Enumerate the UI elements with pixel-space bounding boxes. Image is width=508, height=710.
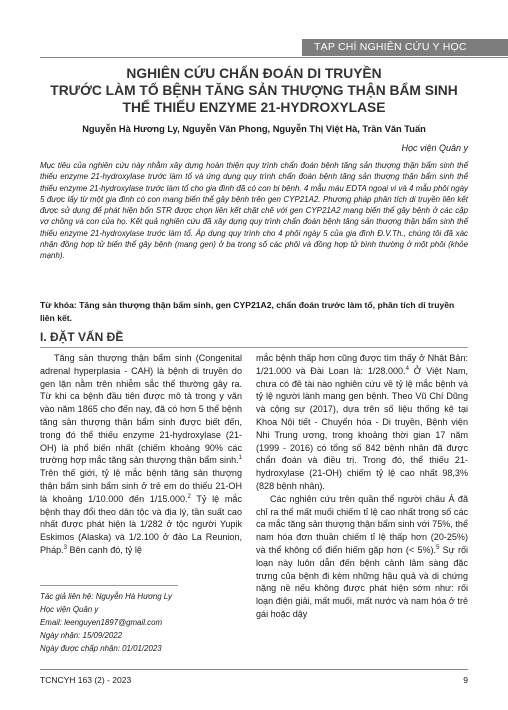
paragraph: Tăng sản thượng thận bẩm sinh (Congenital adrenal hyperplasia - CAH) là bệnh di truyền do gen lặn nằm trên nhiễm sắc thể thường gây ra. Từ khi ca bệnh đầu tiên được mô tả trong y văn vào năm 1865 cho đến nay, đã có hơn 5 thể bệnh tăng sản thượng thận bẩm sinh được biết đến, trong đó thể thiếu enzyme 21-hydroxylase (21-OH) là phổ biến nhất (chiếm khoảng 90% các trường hợp mắc tăng sản thượng thận bẩm sinh.$^1$ Trên thế giới, tỷ lệ mắc bệnh tăng sản thượng thận bẩm sinh bẩm sinh ở trẻ em do thiếu 21-OH là khoảng 1/10.000 đến 1/15.000.$^2$ Tỷ lệ mắc bệnh thay đổi theo dân tộc và địa lý, tần suất cao nhất được phát hiện là 1/282 ở tộc người Yupik Eskimos (Alaska) và 1/2.100 ở đảo La Reunion, Pháp.$^3$ Bên cạnh đó, tỷ lệ [40, 353, 242, 555]
section-rule [40, 347, 468, 348]
keywords: Từ khóa: Tăng sản thượng thận bẩm sinh, gen CYP21A2, chẩn đoán trước làm tổ, phân tích di truyền liên kết. [40, 300, 455, 323]
right-column [256, 352, 468, 621]
affiliation: Học viện Quân y [401, 143, 468, 153]
issue-label: TCNCYH 163 (2) - 2023 [40, 675, 132, 685]
section-heading: I. ĐẶT VẤN ĐỀ [40, 330, 124, 344]
author-list: Nguyễn Hà Hương Ly, Nguyễn Văn Phong, Nguyễn Thị Việt Hà, Trần Văn Tuấn [82, 124, 426, 134]
left-column [40, 352, 242, 557]
footer-rule [40, 669, 468, 670]
footnote-institution: Học viện Quân y [40, 605, 99, 615]
header-rule [40, 57, 508, 58]
footnote-received: Ngày nhận: 15/09/2022 [40, 631, 123, 641]
correspondence-footnote [40, 590, 242, 655]
paragraph: mắc bệnh thấp hơn cũng được tìm thấy ở Nhật Bản: 1/21.000 và Đài Loan là: 1/28.000.$^4$ Ở Việt Nam, chưa có đề tài nào nghiên cứu về tỷ lệ mắc bệnh và tỷ lệ người lành mang gen bệnh. Theo Vũ Chí Dũng và cộng sự (2017), dựa trên số liệu thống kê tại Khoa Nội tiết - Chuyển hóa - Di truyền, Bệnh viện Nhi Trung ương, trong khoảng thời gian 17 năm (1999 - 2016) có tổng số 842 bệnh nhân đã được chẩn đoán và điều trị. Trong đó, thể thiếu 21-hydroxylase (21-OH) chiếm tỷ lệ cao nhất 98,3% (828 bệnh nhân). [256, 353, 469, 491]
footnote-accepted: Ngày được chấp nhận: 01/01/2023 [40, 644, 162, 654]
title-line: TRƯỚC LÀM TỔ BỆNH TĂNG SẢN THƯỢNG THẬN BẨM SINH [50, 83, 458, 98]
footnote-author: Tác giả liên hệ: Nguyễn Hà Hương Ly [40, 592, 173, 601]
paragraph: Các nghiên cứu trên quần thể người châu Á đã chỉ ra thể mất muối chiếm tỉ lệ cao nhất trong số các ca mắc tăng sản thượng thận bẩm sinh với 75%, thể nam hóa đơn thuần chiếm tỉ lệ thấp hơn (20-25%) và thể không cổ điển hiếm gặp hơn (< 5%).$^5$ Sự rối loạn này luôn dẫn đến bệnh cảnh lâm sàng đặc trưng của bệnh đi kèm những hậu quả và di chứng nặng nề nếu không được phát hiện sớm như: rối loạn điện giải, mất muối, mất nước và nam hóa ở trẻ gái hoặc dậy [256, 493, 468, 619]
journal-name: TẠP CHÍ NGHIÊN CỨU Y HỌC [314, 41, 467, 53]
footnote-rule [40, 585, 178, 586]
title-line: NGHIÊN CỨU CHẨN ĐOÁN DI TRUYỀN [126, 66, 382, 81]
title-line: THỂ THIẾU ENZYME 21-HYDROXYLASE [122, 100, 386, 115]
page-number: 9 [463, 675, 468, 685]
article-title [40, 65, 468, 116]
footnote-email: Email: leenguyen1897@gmail.com [40, 618, 163, 628]
abstract: Mục tiêu của nghiên cứu này nhằm xây dựng hoàn thiện quy trình chẩn đoán bệnh tăng sản thượng thận bẩm sinh thể thiếu enzyme 21-hydroxylase trước làm tổ và ứng dụng quy trình chẩn đoán bệnh tăng sản thượng thận bẩm sinh thể thiếu enzyme 21-hydroxylase trước làm tổ cho gia đình đã có con bị bệnh. 4 mẫu máu EDTA ngoại vi và 4 mẫu phôi ngày 5 được lấy từ một gia đình có con mang biến thể gây bệnh trên gen CYP21A2. Phương pháp phân tích di truyền liên kết được sử dụng để phát hiện bốn STR được chọn liên kết chặt chẽ với gen CYP21A2 mang biến thể gây bệnh ở các cặp vợ chồng và con của họ. Kết quả nghiên cứu đã xây dựng quy trình chẩn đoán bệnh tăng sản thượng thận bẩm sinh thể thiếu enzyme 21-hydroxylase trước làm tổ. Áp dụng quy trình cho 4 phôi ngày 5 của gia đình Đ.V.Th., chúng tôi đã xác nhận đồng hợp tử biến thể gây bệnh (mang gen) ở ba trong số các phôi và đồng hợp tử bình thường ở một phôi (khỏe mạnh). [40, 161, 468, 261]
